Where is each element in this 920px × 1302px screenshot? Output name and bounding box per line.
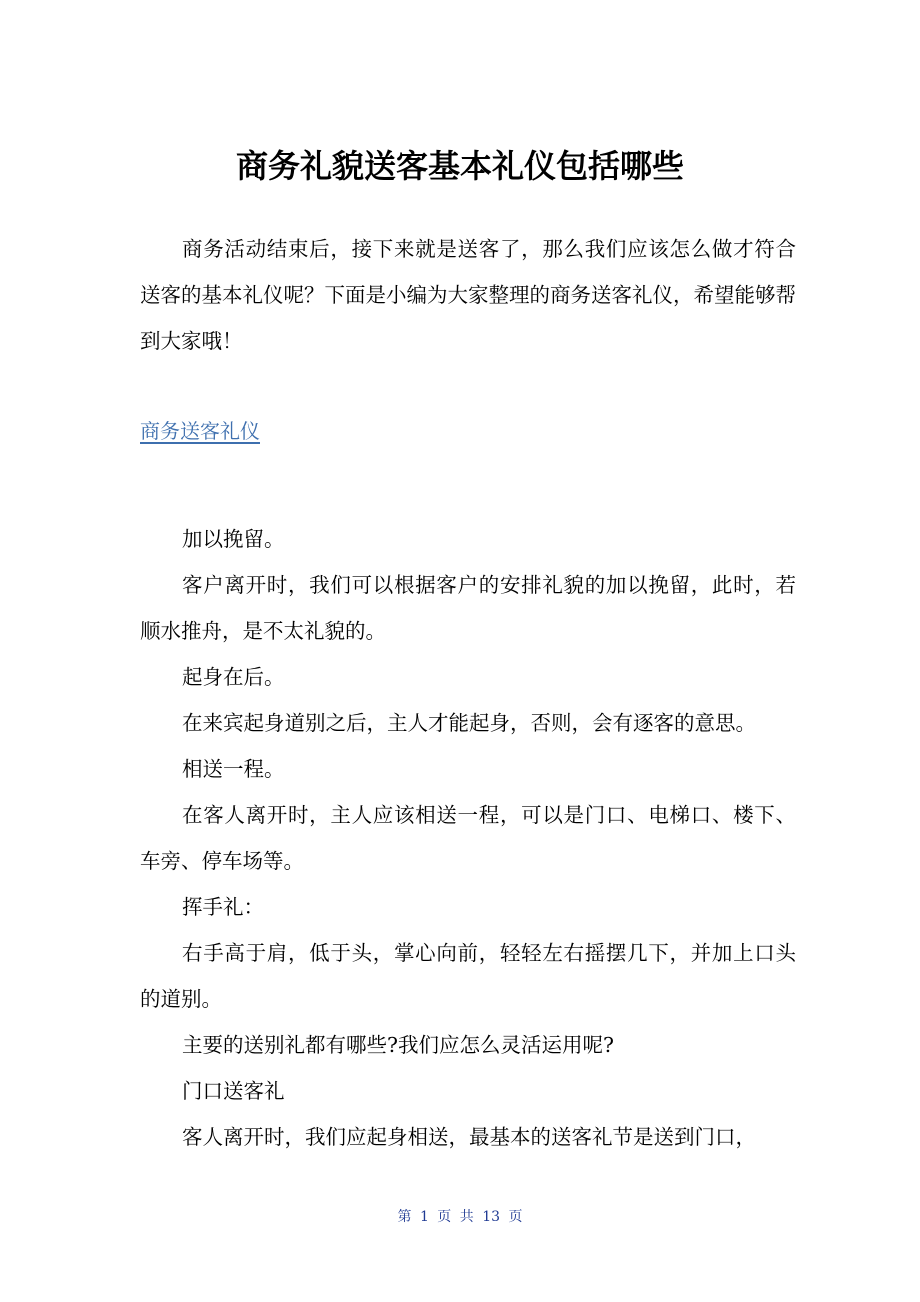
spacer [140,454,796,516]
body-paragraph: 门口送客礼 [182,1079,285,1103]
body-paragraph: 右手高于肩，低于头，掌心向前，轻轻左右摇摆几下，并加上口头的道别。 [140,941,796,1011]
intro-paragraph: 商务活动结束后，接下来就是送客了，那么我们应该怎么做才符合送客的基本礼仪呢？下面是小编为大家整理的商务送客礼仪，希望能够帮到大家哦！ [140,237,796,353]
body-paragraph: 起身在后。 [182,665,285,689]
body-paragraph: 相送一程。 [182,757,285,781]
document-title: 商务礼貌送客基本礼仪包括哪些 [235,147,684,185]
body-paragraph: 主要的送别礼都有哪些?我们应怎么灵活运用呢? [182,1033,614,1057]
spacer [140,364,796,408]
body-paragraph: 加以挽留。 [182,527,285,551]
page-number-footer: 第 1 页 共 13 页 [397,1209,523,1225]
body-paragraph: 客户离开时，我们可以根据客户的安排礼貌的加以挽留，此时，若顺水推舟，是不太礼貌的。 [140,573,796,643]
body-paragraph: 在客人离开时，主人应该相送一程，可以是门口、电梯口、楼下、车旁、停车场等。 [140,803,796,873]
body-paragraph: 挥手礼： [182,895,264,919]
section-heading-link[interactable]: 商务送客礼仪 [140,419,260,443]
body-paragraph: 客人离开时，我们应起身相送，最基本的送客礼节是送到门口， [182,1125,756,1149]
document-body [140,226,796,1160]
body-paragraph: 在来宾起身道别之后，主人才能起身，否则，会有逐客的意思。 [182,711,756,735]
